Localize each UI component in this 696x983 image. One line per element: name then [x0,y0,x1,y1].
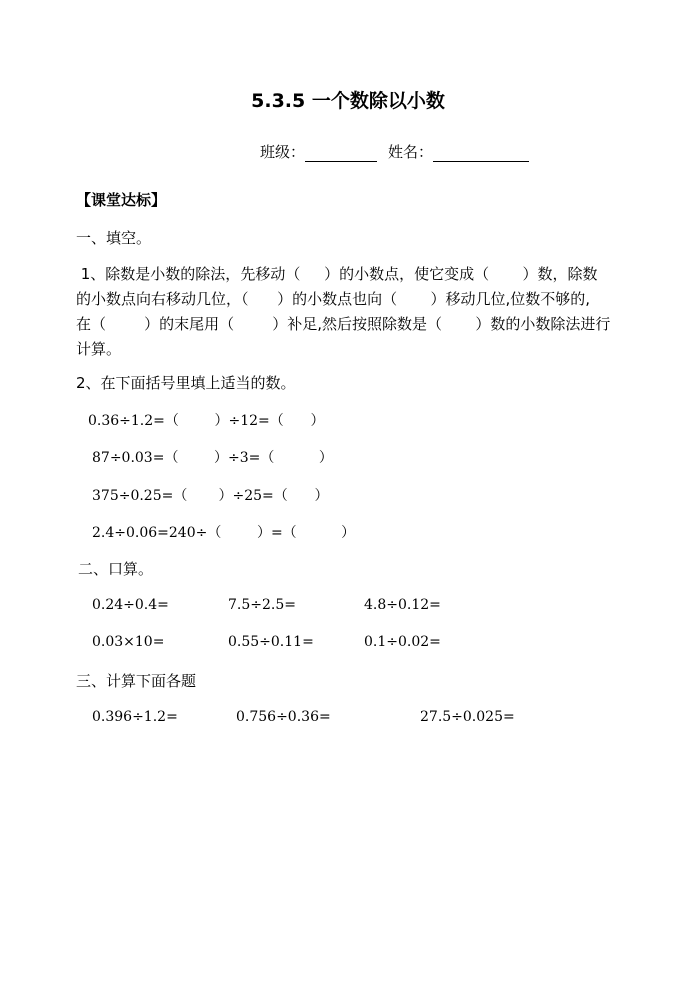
class-blank[interactable] [305,145,377,162]
q2-item: 375÷0.25=（ ）÷25=（ ） [92,488,329,504]
oral-problem: 0.1÷0.02= [364,634,441,650]
class-field [260,141,377,162]
q1-line: 的小数点向右移动几位，（ ）的小数点也向（ ）移动几位,位数不够的, [76,290,591,308]
part1-heading: 一、填空。 [76,229,152,247]
oral-problem: 0.24÷0.4= [92,597,169,613]
part3-heading: 三、计算下面各题 [76,672,197,690]
part2-heading: 二、口算。 [78,560,154,578]
oral-problem: 7.5÷2.5= [228,597,296,613]
name-label: 姓名： [388,143,434,161]
q2-item: 2.4÷0.06=240÷（ ）=（ ） [92,525,356,541]
calc-problem: 0.396÷1.2= [92,709,178,725]
oral-problem: 0.03×10= [92,634,165,650]
class-label: 班级： [260,143,306,161]
q1-paragraph [76,262,624,362]
q1-line: 1、除数是小数的除法，先移动（ ）的小数点，使它变成（ ）数，除数 [76,265,598,283]
calc-problem: 27.5÷0.025= [420,709,515,725]
q2-item: 87÷0.03=（ ）÷3=（ ） [92,450,333,466]
name-blank[interactable] [433,145,529,162]
q1-line: 在（ ）的末尾用（ ）补足,然后按照除数是（ ）数的小数除法进行 [76,315,611,333]
section-practice-heading: 【课堂达标】 [76,191,167,209]
page-title: 5.3.5 一个数除以小数 [251,90,445,112]
oral-problem: 0.55÷0.11= [228,634,314,650]
q2-item: 0.36÷1.2=（ ）÷12=（ ） [88,413,325,429]
calc-problem: 0.756÷0.36= [236,709,331,725]
q2-heading: 2、在下面括号里填上适当的数。 [76,374,296,392]
oral-problem: 4.8÷0.12= [364,597,441,613]
name-field [388,141,529,162]
q1-line: 计算。 [76,340,122,358]
